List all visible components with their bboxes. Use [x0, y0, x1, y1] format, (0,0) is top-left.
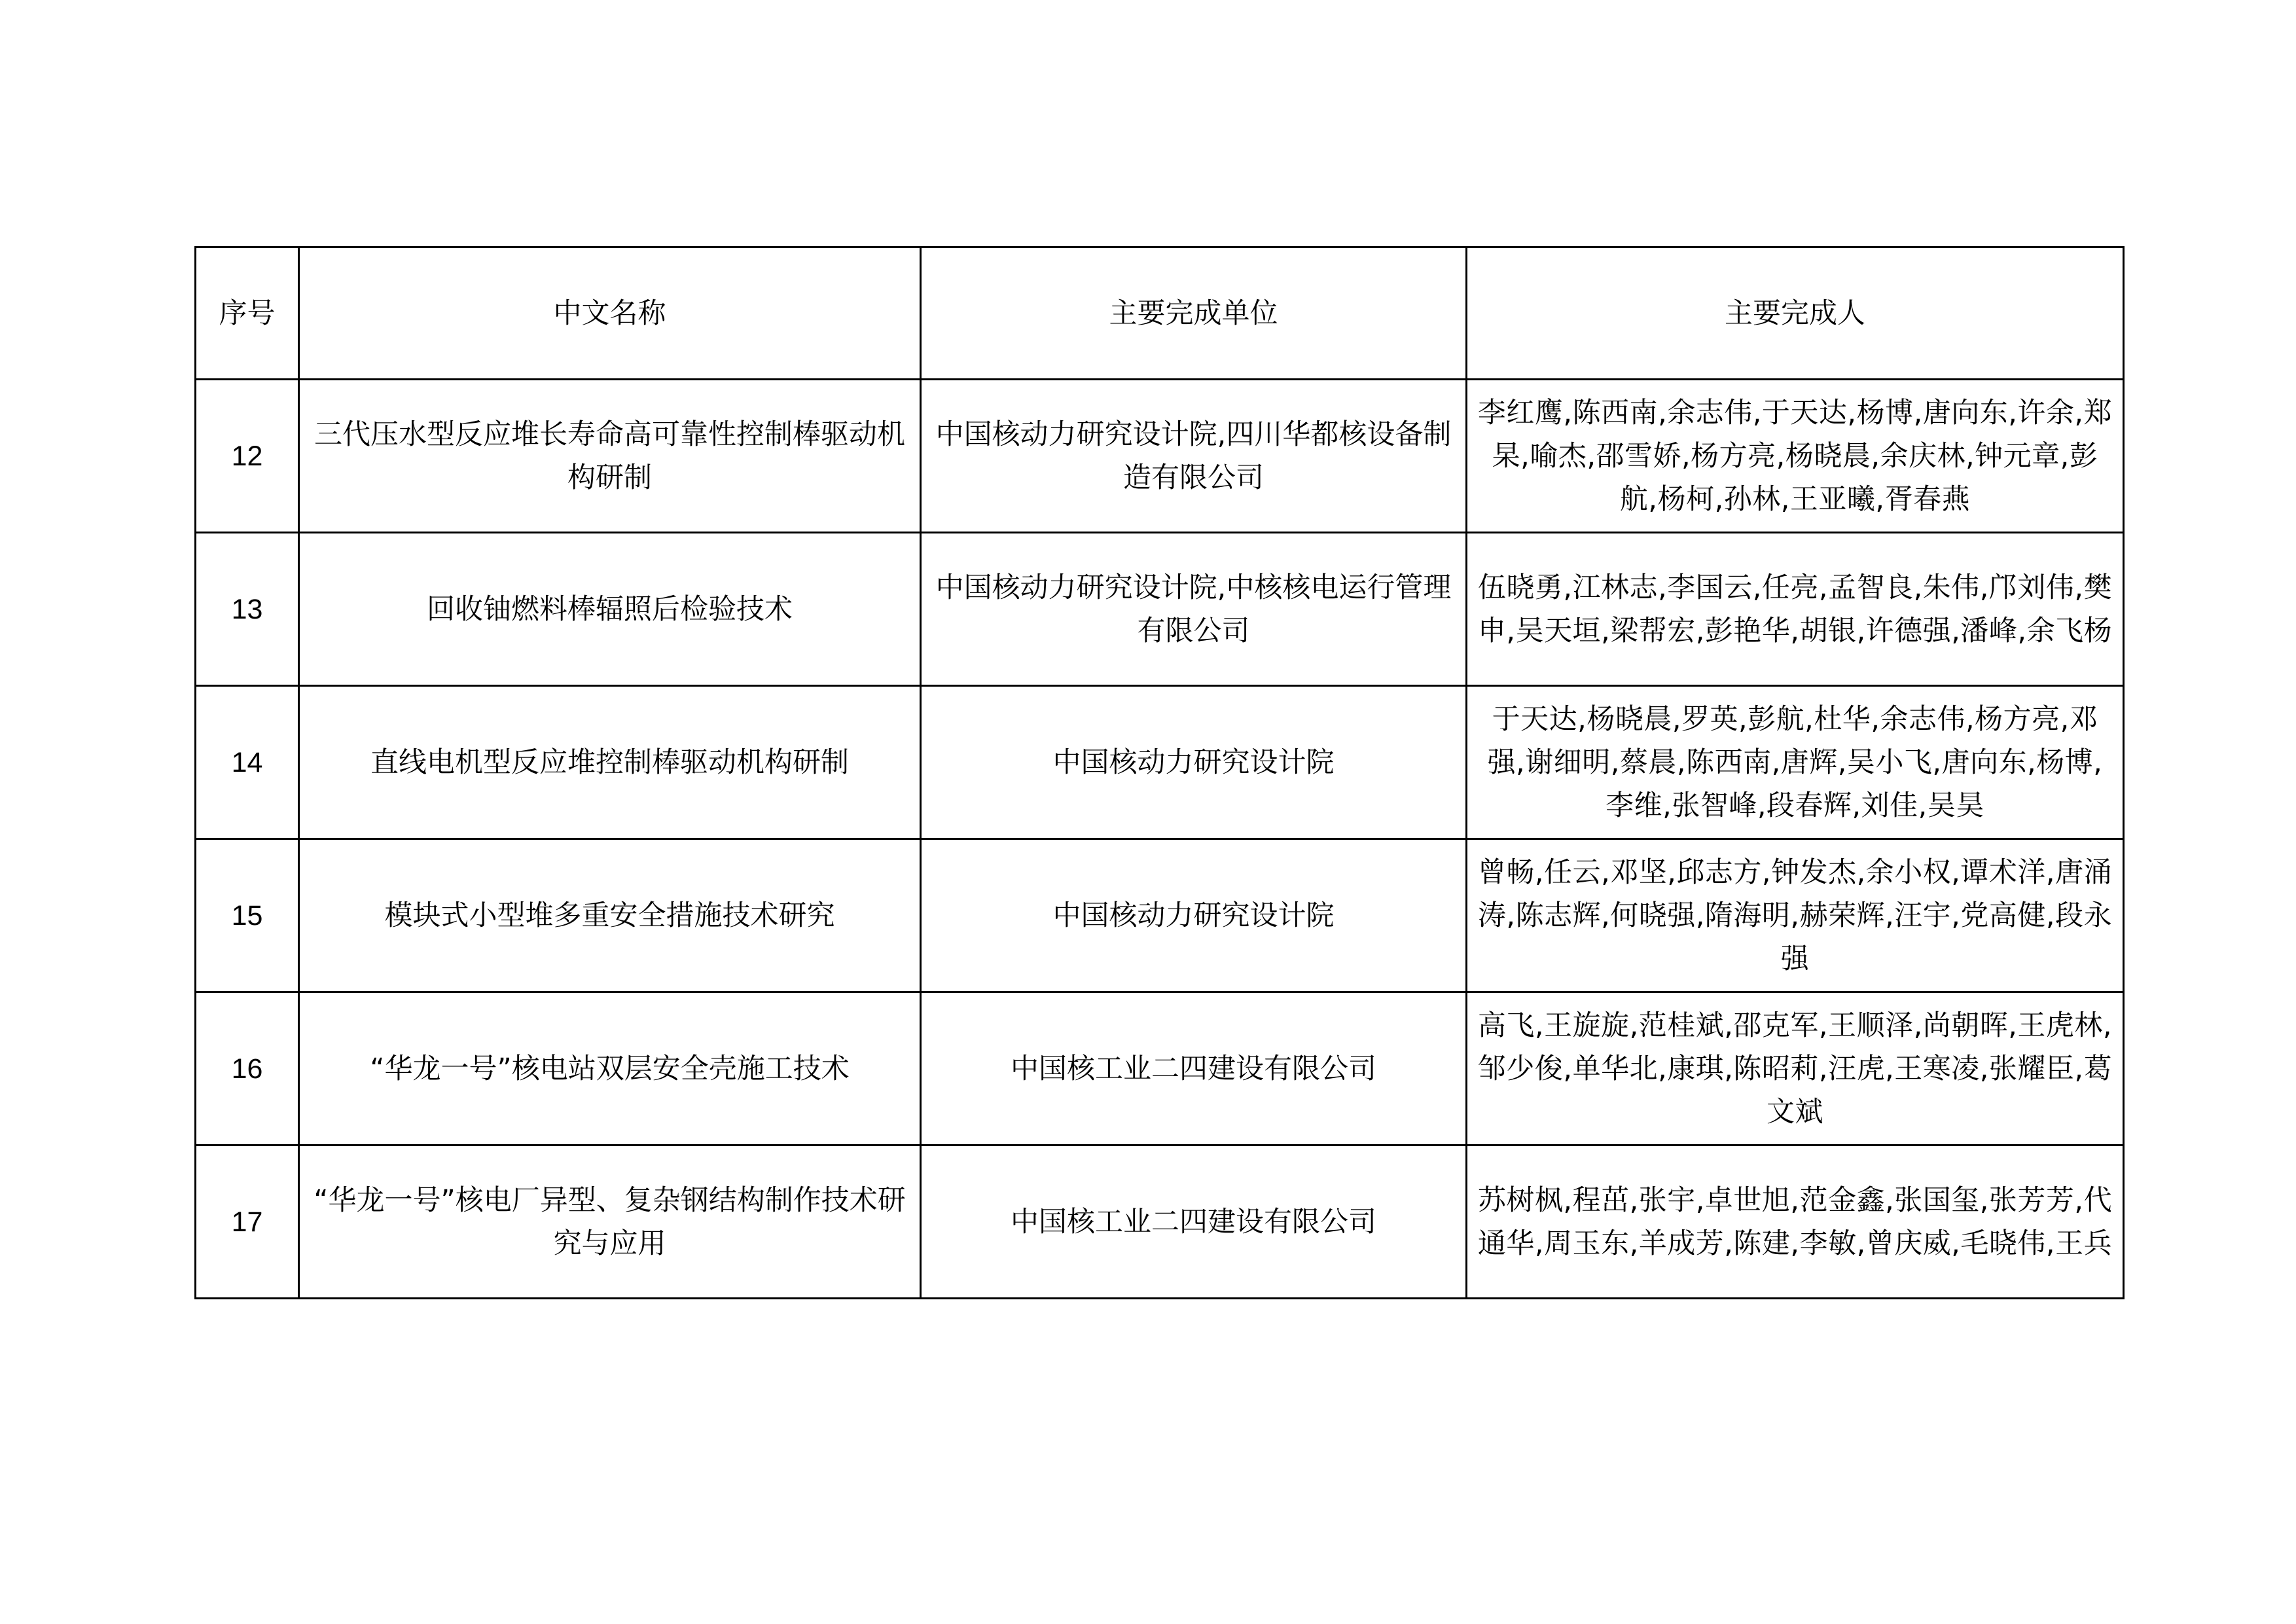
cell-people: 高飞,王旋旋,范桂斌,邵克军,王顺泽,尚朝晖,王虎林,邹少俊,单华北,康琪,陈昭莉,汪虎,王寒凌,张耀臣,葛文斌: [1467, 992, 2124, 1146]
cell-unit: 中国核动力研究设计院: [921, 839, 1467, 992]
table-header: [196, 247, 2124, 380]
cell-serial-no: 13: [196, 533, 299, 686]
cell-project-name: 三代压水型反应堆长寿命高可靠性控制棒驱动机构研制: [299, 380, 921, 533]
awards-table: [194, 246, 2125, 1299]
cell-project-name: “华龙一号”核电站双层安全壳施工技术: [299, 992, 921, 1146]
header-main-unit: 主要完成单位: [921, 247, 1467, 380]
cell-unit: 中国核动力研究设计院,中核核电运行管理有限公司: [921, 533, 1467, 686]
cell-serial-no: 17: [196, 1146, 299, 1299]
table-row: [196, 1146, 2124, 1299]
cell-people: 李红鹰,陈西南,余志伟,于天达,杨博,唐向东,许余,郑杲,喻杰,邵雪娇,杨方亮,杨晓晨,余庆林,钟元章,彭航,杨柯,孙林,王亚曦,胥春燕: [1467, 380, 2124, 533]
cell-unit: 中国核动力研究设计院: [921, 686, 1467, 839]
table-row: [196, 533, 2124, 686]
cell-serial-no: 16: [196, 992, 299, 1146]
table-row: [196, 380, 2124, 533]
cell-project-name: 直线电机型反应堆控制棒驱动机构研制: [299, 686, 921, 839]
cell-project-name: 模块式小型堆多重安全措施技术研究: [299, 839, 921, 992]
header-chinese-name: 中文名称: [299, 247, 921, 380]
header-serial-no: 序号: [196, 247, 299, 380]
cell-project-name: “华龙一号”核电厂异型、复杂钢结构制作技术研究与应用: [299, 1146, 921, 1299]
cell-serial-no: 15: [196, 839, 299, 992]
cell-unit: 中国核工业二四建设有限公司: [921, 992, 1467, 1146]
header-main-people: 主要完成人: [1467, 247, 2124, 380]
cell-serial-no: 12: [196, 380, 299, 533]
cell-people: 曾畅,任云,邓坚,邱志方,钟发杰,余小权,谭术洋,唐涌涛,陈志辉,何晓强,隋海明,赫荣辉,汪宇,党高健,段永强: [1467, 839, 2124, 992]
cell-unit: 中国核工业二四建设有限公司: [921, 1146, 1467, 1299]
header-row: [196, 247, 2124, 380]
table-body: [196, 380, 2124, 1299]
cell-people: 苏树枫,程茁,张宇,卓世旭,范金鑫,张国玺,张芳芳,代通华,周玉东,羊成芳,陈建,李敏,曾庆威,毛晓伟,王兵: [1467, 1146, 2124, 1299]
cell-people: 于天达,杨晓晨,罗英,彭航,杜华,余志伟,杨方亮,邓强,谢细明,蔡晨,陈西南,唐辉,吴小飞,唐向东,杨博,李维,张智峰,段春辉,刘佳,吴昊: [1467, 686, 2124, 839]
table-row: [196, 992, 2124, 1146]
table-row: [196, 839, 2124, 992]
cell-serial-no: 14: [196, 686, 299, 839]
cell-people: 伍晓勇,江林志,李国云,任亮,孟智良,朱伟,邝刘伟,樊申,吴天垣,梁帮宏,彭艳华,胡银,许德强,潘峰,余飞杨: [1467, 533, 2124, 686]
cell-project-name: 回收铀燃料棒辐照后检验技术: [299, 533, 921, 686]
cell-unit: 中国核动力研究设计院,四川华都核设备制造有限公司: [921, 380, 1467, 533]
table-row: [196, 686, 2124, 839]
